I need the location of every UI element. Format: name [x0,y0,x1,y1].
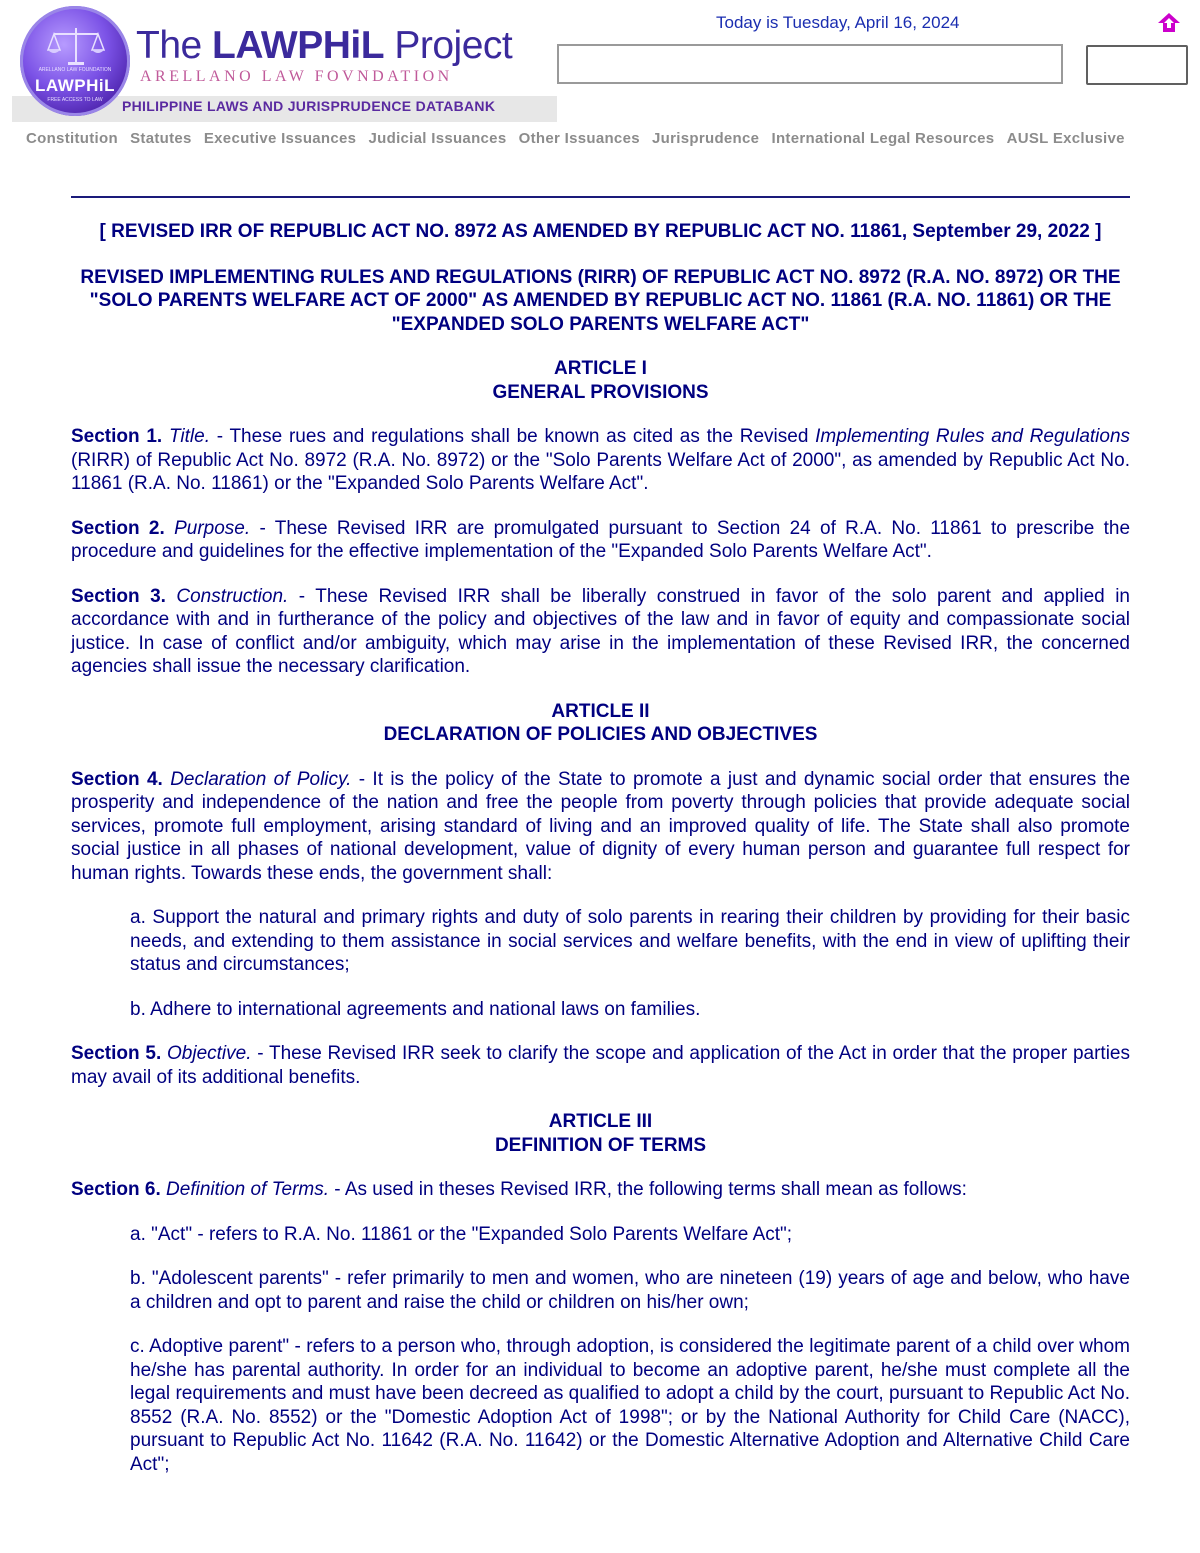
section-5 [71,1042,1130,1089]
section-6 [71,1178,1130,1202]
section-6-text: - As used in theses Revised IRR, the following terms shall mean as follows: [329,1179,967,1200]
section-5-text: - These Revised IRR seek to clarify the scope and application of the Act in order that the proper parties may avail of its additional benefits. [71,1043,1130,1088]
article-3-heading [71,1110,1130,1157]
section-4 [71,768,1130,886]
section-5-label: Section 5. [71,1043,162,1064]
lawphil-seal-logo [20,6,130,116]
brand-subtitle: ARELLANO LAW FOVNDATION [140,68,453,85]
article-1-number: ARTICLE I [554,358,647,379]
nav-ausl-exclusive[interactable]: AUSL Exclusive [1006,130,1125,147]
seal-foundation-text: ARELLANO LAW FOUNDATION [38,67,112,73]
brand-title-main: LAWPHiL [212,24,385,67]
article-2-heading [71,700,1130,747]
section-1-text-b: (RIRR) of Republic Act No. 8972 (R.A. No. 8972) or the "Solo Parents Welfare Act of 2000", as amended by Republic Act No. 11861 (R.A. No. 11861) or the "Expanded Solo Parents Welfare Act". [71,449,1130,494]
section-4-item-b: b. Adhere to international agreements and national laws on families. [130,998,701,1020]
article-1-name: GENERAL PROVISIONS [492,381,709,403]
section-5-title: Objective. [167,1043,252,1064]
section-4-item-a: a. Support the natural and primary rights and duty of solo parents in rearing their children by providing for their basic needs, and extending to them assistance in social services and welfare benefits, with the end in view of uplifting their status and circumstances; [130,907,1130,975]
section-1-label: Section 1. [71,426,163,447]
nav-statutes[interactable]: Statutes [130,130,192,147]
section-1-title: Title. [168,426,210,447]
document-body [71,218,1130,1497]
scales-of-justice-icon [46,24,106,68]
article-2-name: DECLARATION OF POLICIES AND OBJECTIVES [383,724,818,745]
document-heading: [ REVISED IRR OF REPUBLIC ACT NO. 8972 AS AMENDED BY REPUBLIC ACT NO. 11861, September 29, 2022 ] [99,221,1102,242]
site-logo[interactable] [12,4,557,122]
nav-executive-issuances[interactable]: Executive Issuances [203,130,357,147]
section-6-item-b: b. "Adolescent parents" - refer primarily to men and women, who are nineteen (19) years of age and below, who have a children and opt to parent and raise the child or children on his/her own; [130,1268,1130,1313]
section-6-item-a: a. "Act" - refers to R.A. No. 11861 or the "Expanded Solo Parents Welfare Act"; [130,1223,793,1245]
section-2-text: - These Revised IRR are promulgated pursuant to Section 24 of R.A. No. 11861 to prescribe the procedure and guidelines for the effective implementation of the "Expanded Solo Parents Welfare Act". [71,517,1131,562]
brand-title-project: Project [384,24,513,67]
search-input[interactable] [557,44,1063,84]
header-divider [71,196,1130,198]
brand-title [136,24,512,68]
section-1-italic: Implementing Rules and Regulations [815,426,1131,447]
nav-judicial-issuances[interactable]: Judicial Issuances [368,130,507,147]
seal-motto-text: FREE ACCESS TO LAW [47,97,103,103]
nav-jurisprudence[interactable]: Jurisprudence [652,130,760,147]
brand-databank-text: PHILIPPINE LAWS AND JURISPRUDENCE DATABANK [122,98,496,114]
article-2-number: ARTICLE II [551,700,650,722]
section-3-title: Construction. [176,585,289,607]
seal-lawphil-text: LAWPHiL [35,76,115,95]
section-2-label: Section 2. [71,517,165,539]
today-date: Today is Tuesday, April 16, 2024 [716,13,960,32]
brand-title-the: The [136,24,213,67]
article-3-name: DEFINITION OF TERMS [494,1134,707,1156]
nav-international-legal-resources[interactable]: International Legal Resources [771,130,995,147]
section-3-label: Section 3. [71,585,166,607]
main-nav [26,130,1133,147]
section-6-title: Definition of Terms. [166,1179,330,1200]
document-title: REVISED IMPLEMENTING RULES AND REGULATIONS (RIRR) OF REPUBLIC ACT NO. 8972 (R.A. NO. 8972) OR THE "SOLO PARENTS WELFARE ACT OF 2000" AS AMENDED BY REPUBLIC ACT NO. 11861 (R.A. NO. 11861) OR THE "EXPANDED SOLO PARENTS WELFARE ACT" [80,266,1121,335]
section-3 [71,585,1130,679]
home-arrow-icon[interactable] [1157,12,1181,34]
search-button[interactable] [1086,45,1188,85]
section-1-text-a: - These rues and regulations shall be known as cited as the Revised [209,426,816,447]
nav-constitution[interactable]: Constitution [26,130,118,147]
section-4-text: - It is the policy of the State to promote a just and dynamic social order that ensures the prosperity and independence of the nation and free the people from poverty through policies that provide adequate social services, promote full employment, arising standard of living and an improved quality of life. The State shall also promote social justice in all phases of national development, value of dignity of every human person and guarantee full respect for human rights. Towards these ends, the government shall: [71,768,1131,884]
section-6-item-c: c. Adoptive parent" - refers to a person who, through adoption, is considered the legitimate parent of a child over whom he/she has parental authority. In order for an individual to become an adoptive parent, he/she must complete all the legal requirements and must have been decreed as qualified to adopt a child by the court, pursuant to Republic Act No. 8552 (R.A. No. 8552) or the "Domestic Adoption Act of 1998"; or by the National Authority for Child Care (NACC), pursuant to Republic Act No. 11642 (R.A. No. 11642) or the Domestic Alternative Adoption and Alternative Child Care Act"; [130,1336,1130,1475]
section-4-title: Declaration of Policy. [170,768,352,790]
section-1 [71,425,1130,496]
nav-other-issuances[interactable]: Other Issuances [518,130,640,147]
section-6-label: Section 6. [71,1179,161,1200]
section-2-title: Purpose. [174,517,251,539]
section-3-text: - These Revised IRR shall be liberally construed in favor of the solo parent and applied in accordance with and in furtherance of the policy and objectives of the law and in favor of equity and compassionate social justice. In case of conflict and/or ambiguity, which may arise in the implementation of these Revised IRR, the concerned agencies shall issue the necessary clarification. [71,585,1130,677]
section-2 [71,517,1130,564]
section-4-label: Section 4. [71,768,163,790]
article-1-heading [71,357,1130,404]
article-3-number: ARTICLE III [548,1111,653,1132]
